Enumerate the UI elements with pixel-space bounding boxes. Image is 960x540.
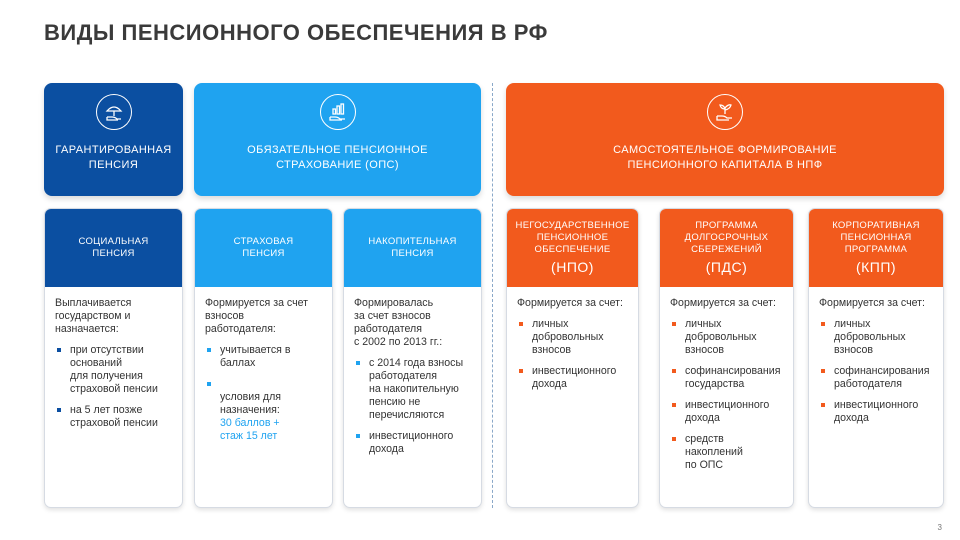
column-funded-title: НАКОПИТЕЛЬНАЯ ПЕНСИЯ [368,236,457,259]
list-item: инвестиционного дохода [670,399,783,425]
card-npf [506,83,944,196]
column-funded-intro: Формировалась за счет взносов работодателя с 2002 по 2013 гг.: [354,297,443,348]
column-social-pension [44,208,183,508]
card-npf-label: САМОСТОЯТЕЛЬНОЕ ФОРМИРОВАНИЕ ПЕНСИОННОГО КАПИТАЛА В НПФ [613,144,837,171]
card-ops [194,83,481,196]
list-item: средств накоплений по ОПС [670,433,783,472]
column-funded-head [344,209,481,287]
list-item: с 2014 года взносы работодателя на накопительную пенсию не перечисляются [354,357,471,422]
list-item: инвестиционного дохода [354,430,471,456]
page-number: 3 [937,523,942,532]
column-kpp-head [809,209,943,287]
column-pds-intro: Формируется за счет: [670,297,776,309]
chart-hand-icon [320,94,356,130]
column-pds [659,208,794,508]
column-insurance-pension [194,208,333,508]
list-item: на 5 лет позже страховой пенсии [55,404,172,430]
card-guaranteed-label: ГАРАНТИРОВАННАЯ ПЕНСИЯ [55,144,172,171]
card-guaranteed-pension [44,83,183,196]
insurance-conditions-accent: 30 баллов + стаж 15 лет [220,417,280,442]
card-ops-label: ОБЯЗАТЕЛЬНОЕ ПЕНСИОННОЕ СТРАХОВАНИЕ (ОПС) [247,144,428,171]
column-social-title: СОЦИАЛЬНАЯ ПЕНСИЯ [78,236,149,259]
list-item: при отсутствии оснований для получения страховой пенсии [55,344,172,396]
column-social-head [45,209,182,287]
section-divider [492,83,493,508]
column-kpp [808,208,944,508]
column-kpp-title: КОРПОРАТИВНАЯ ПЕНСИОННАЯ ПРОГРАММА [832,220,920,255]
column-insurance-intro: Формируется за счет взносов работодателя: [205,297,309,335]
list-item [205,378,322,456]
list-item: софинансирования работодателя [819,365,933,391]
column-npo-title: НЕГОСУДАРСТВЕННОЕ ПЕНСИОННОЕ ОБЕСПЕЧЕНИЕ [515,220,630,255]
column-pds-head [660,209,793,287]
column-insurance-title: СТРАХОВАЯ ПЕНСИЯ [233,236,294,259]
column-kpp-intro: Формируется за счет: [819,297,925,309]
list-item: личных добровольных взносов [819,318,933,357]
list-item: инвестиционного дохода [819,399,933,425]
sprout-hand-icon [707,94,743,130]
column-npo-intro: Формируется за счет: [517,297,623,309]
list-item: личных добровольных взносов [670,318,783,357]
list-item: личных добровольных взносов [517,318,628,357]
column-pds-title: ПРОГРАММА ДОЛГОСРОЧНЫХ СБЕРЕЖЕНИЙ [684,220,769,255]
column-social-intro: Выплачивается государством и назначается: [55,297,132,335]
list-item: учитывается в баллах [205,344,322,370]
page-title: ВИДЫ ПЕНСИОННОГО ОБЕСПЕЧЕНИЯ В РФ [44,20,548,45]
column-npo-head [507,209,638,287]
column-npo-abbr: (НПО) [551,259,594,275]
list-item: софинансирования государства [670,365,783,391]
list-item-text: условия для назначения: [220,391,281,416]
column-funded-pension [343,208,482,508]
column-insurance-head [195,209,332,287]
column-pds-abbr: (ПДС) [705,259,748,275]
list-item: инвестиционного дохода [517,365,628,391]
column-kpp-abbr: (КПП) [855,259,897,275]
umbrella-hand-icon [96,94,132,130]
column-npo [506,208,639,508]
